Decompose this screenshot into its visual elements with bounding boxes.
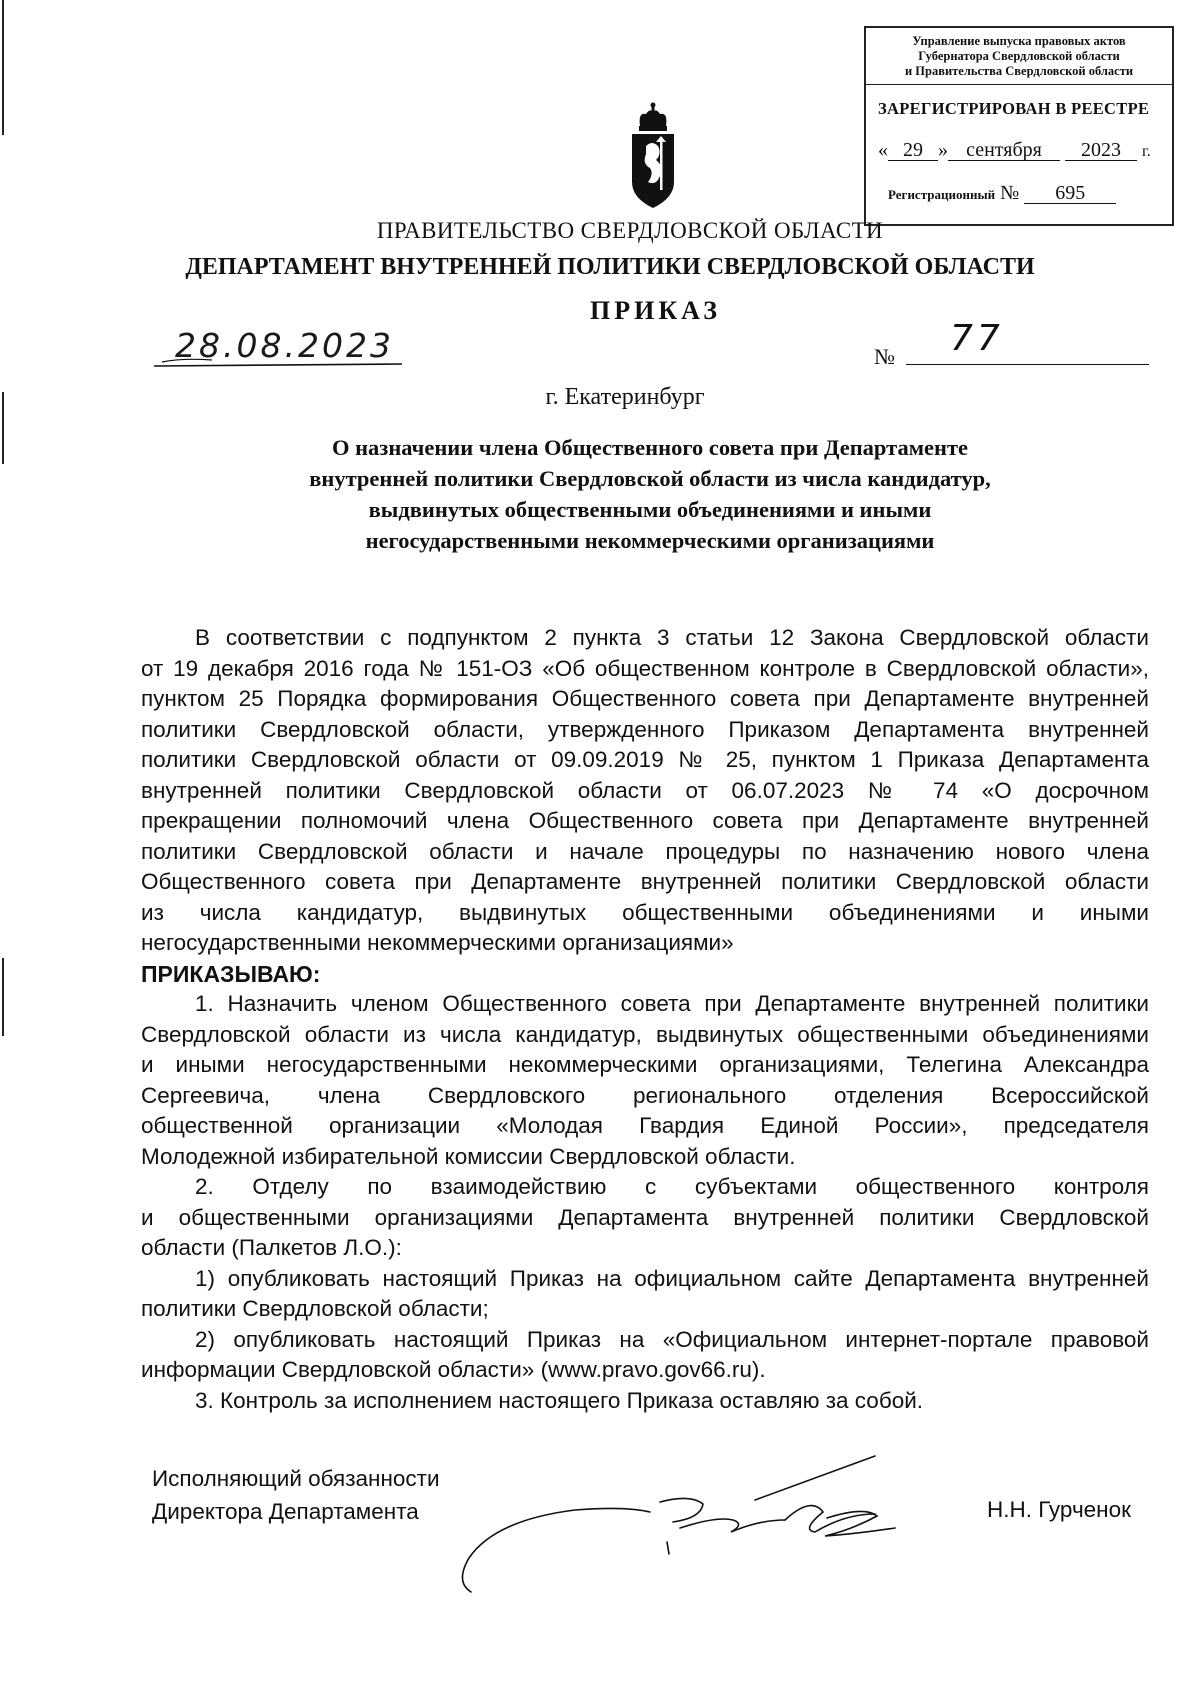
preamble-line: В соответствии с подпунктом 2 пункта 3 статьи 12 Закона Свердловской области <box>195 625 1149 650</box>
preamble-line: политики Свердловской области, утвержденного Приказом Департамента внутренней <box>141 716 1149 742</box>
signatory-position-line: Директора Департамента <box>152 1499 419 1524</box>
item3-line: 3. Контроль за исполнением настоящего Приказа оставляю за собой. <box>195 1387 924 1413</box>
stamp-date-suffix: г. <box>1142 143 1151 160</box>
subitem2-line: 2) опубликовать настоящий Приказ на «Официальном интернет-портале правовой <box>195 1326 1149 1352</box>
item1-line: Молодежной избирательной комиссии Свердловской области. <box>141 1143 796 1169</box>
signatory-position <box>152 1462 440 1528</box>
handwritten-date: 28.08.2023 <box>175 326 394 365</box>
stamp-registration-number: 695 <box>1024 183 1116 204</box>
order-body <box>141 623 1149 1416</box>
subitem2-line: информации Свердловской области» (www.pravo.gov66.ru). <box>141 1357 766 1382</box>
item1-line: общественной организации «Молодая Гвардия Единой России», председателя <box>141 1113 1149 1138</box>
preamble-line: политики Свердловской области и начале процедуры по назначению нового члена <box>141 838 1149 864</box>
order-subject <box>200 432 1100 556</box>
stamp-registration-label: Регистрационный <box>888 187 996 202</box>
stamp-date-open-quote: « <box>878 139 888 161</box>
stamp-date-close-quote: » <box>938 139 948 161</box>
stamp-registration <box>888 182 1172 205</box>
government-name: ПРАВИТЕЛЬСТВО СВЕРДЛОВСКОЙ ОБЛАСТИ <box>376 218 884 243</box>
stamp-title: ЗАРЕГИСТРИРОВАН В РЕЕСТРЕ <box>878 99 1150 118</box>
order-number-line <box>906 364 1149 365</box>
city: г. Екатеринбург <box>545 384 705 410</box>
stamp-header-line: Управление выпуска правовых актов <box>912 34 1126 48</box>
subject-line: негосударственными некоммерческими организациями <box>365 528 935 553</box>
subject-line: выдвинутых общественными объединениями и иными <box>368 497 932 522</box>
preamble-line: прекращении полномочий члена Общественного совета при Департаменте внутренней <box>141 808 1149 833</box>
stamp-header-line: и Правительства Свердловской области <box>904 64 1134 78</box>
scan-edge-mark <box>2 0 4 135</box>
department-name: ДЕПАРТАМЕНТ ВНУТРЕННЕЙ ПОЛИТИКИ СВЕРДЛОВСКОЙ ОБЛАСТИ <box>185 254 1035 280</box>
item2-line: 2. Отделу по взаимодействию с субъектами общественного контроля <box>195 1174 1149 1199</box>
stamp-date-day: 29 <box>888 140 938 161</box>
handwritten-order-number: 77 <box>950 318 1004 359</box>
order-heading: ПРИКАЗЫВАЮ: <box>141 960 321 987</box>
stamp-date-month: сентября <box>948 140 1060 161</box>
preamble-line: из числа кандидатур, выдвинутых общественными объединениями и иными <box>141 899 1149 925</box>
item1-line: Сергеевича, члена Свердловского регионального отделения Всероссийской <box>141 1082 1149 1108</box>
stamp-header <box>866 28 1172 85</box>
signatory-position-line: Исполняющий обязанности <box>152 1466 440 1491</box>
subitem1-line: политики Свердловской области; <box>141 1296 489 1321</box>
coat-of-arms-emblem <box>622 102 684 210</box>
stamp-number-sign: № <box>1000 182 1020 204</box>
registration-stamp <box>864 26 1174 226</box>
handwritten-signature <box>455 1450 925 1600</box>
preamble-line: от 19 декабря 2016 года № 151-ОЗ «Об общественном контроле в Свердловской области», <box>141 655 1149 681</box>
item1-line: Свердловской области из числа кандидатур, выдвинутых общественными объединениями <box>141 1021 1149 1047</box>
document-type: ПРИКАЗ <box>590 296 722 325</box>
signatory-name: Н.Н. Гурченок <box>987 1497 1131 1522</box>
stamp-date-year: 2023 <box>1065 140 1137 161</box>
stamp-header-line: Губернатора Свердловской области <box>918 49 1120 63</box>
item2-line: области (Палкетов Л.О.): <box>141 1235 402 1260</box>
subject-line: О назначении члена Общественного совета при Департаменте <box>331 435 969 460</box>
preamble-line: пунктом 25 Порядка формирования Общественного совета при Департаменте внутренней <box>141 686 1149 711</box>
preamble-line: политики Свердловской области от 09.09.2019 № 25, пунктом 1 Приказа Департамента <box>141 747 1149 772</box>
stamp-date <box>878 139 1172 162</box>
item2-line: и общественными организациями Департамента внутренней политики Свердловской <box>141 1204 1149 1230</box>
preamble-line: Общественного совета при Департаменте внутренней политики Свердловской области <box>141 869 1149 894</box>
item1-line: 1. Назначить членом Общественного совета при Департаменте внутренней политики <box>195 991 1149 1016</box>
scan-edge-mark <box>2 958 4 1036</box>
subject-line: внутренней политики Свердловской области из числа кандидатур, <box>309 466 991 491</box>
item1-line: и иными негосударственными некоммерческими организациями, Телегина Александра <box>141 1052 1149 1077</box>
preamble-line: внутренней политики Свердловской области от 06.07.2023 № 74 «О досрочном <box>141 777 1149 803</box>
order-number-label: № <box>874 344 895 369</box>
subitem1-line: 1) опубликовать настоящий Приказ на официальном сайте Департамента внутренней <box>195 1265 1149 1291</box>
preamble-line: негосударственными некоммерческими организациями» <box>141 930 734 955</box>
